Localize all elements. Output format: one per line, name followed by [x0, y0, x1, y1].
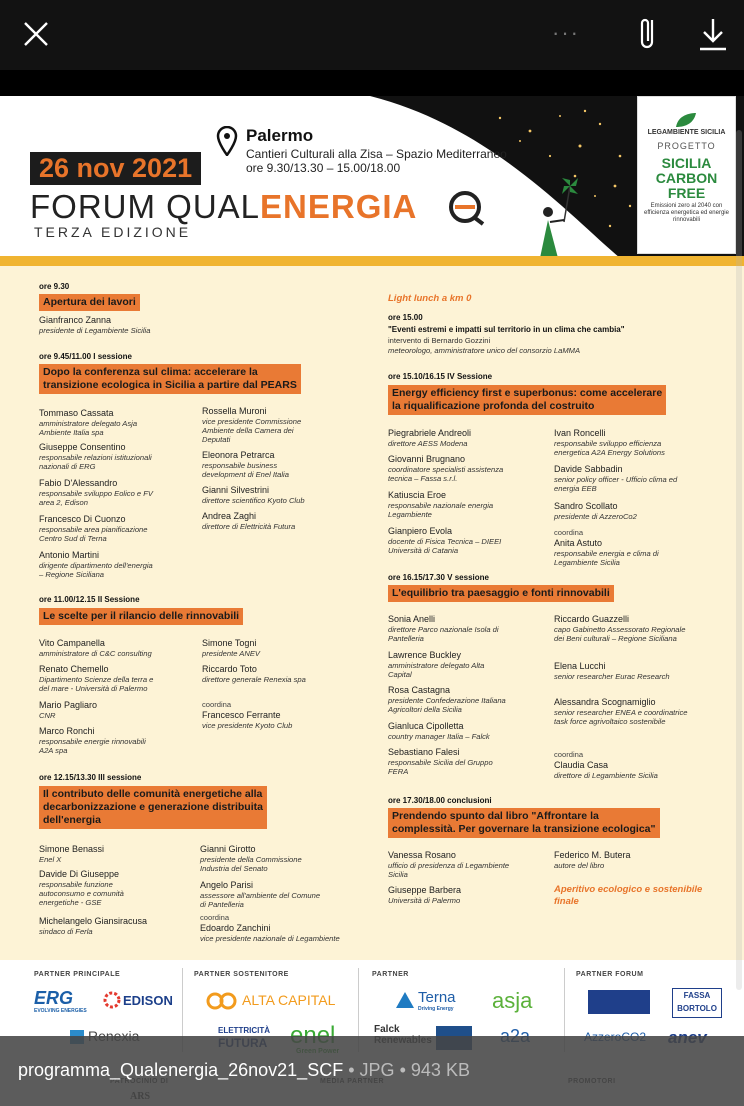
- speaker-role: assessore all'ambiente del Comune: [200, 891, 321, 900]
- speaker-name: Gianfranco Zanna: [39, 315, 112, 325]
- speaker-role: responsabile area pianificazione: [39, 525, 148, 534]
- speaker-role: senior researcher ENEA e coordinatrice: [554, 708, 688, 717]
- speaker-name: Sonia Anelli: [388, 614, 436, 624]
- speaker-role: presidente ANEV: [202, 649, 260, 658]
- alta-capital-mark-icon: [206, 992, 238, 1010]
- speaker-name: Giuseppe Barbera: [388, 885, 462, 895]
- time-conclusions: ore 17.30/18.00 conclusioni: [388, 796, 492, 805]
- viewer-toolbar: [0, 0, 744, 70]
- speaker-role: coordinatore specialisti assistenza: [388, 465, 504, 474]
- speaker-name: Sebastiano Falesi: [388, 747, 460, 757]
- time-session-5: ore 16.15/17.30 V sessione: [388, 573, 489, 582]
- speaker-name: Piegrabriele Andreoli: [388, 428, 472, 438]
- speaker-role: di Pantelleria: [200, 900, 244, 909]
- file-name: programma_Qualenergia_26nov21_SCF: [18, 1060, 344, 1080]
- legambiente-badge: [637, 96, 736, 254]
- coordinator-label: coordina: [554, 750, 584, 759]
- coordinator-role: responsabile energia e clima di: [554, 549, 659, 558]
- event-city: Palermo: [246, 126, 314, 145]
- speaker-role: docente di Fisica Tecnica – DIEEI: [388, 537, 502, 546]
- event-date: 26 nov 2021: [30, 152, 201, 185]
- time-session-3: ore 12.15/13.30 III sessione: [39, 773, 142, 782]
- speaker-role: area 2, Edison: [39, 498, 88, 507]
- speaker-name: Antonio Martini: [39, 550, 100, 560]
- aperitivo-line-2: finale: [554, 896, 579, 907]
- qualenergia-e-logo-icon: [446, 188, 488, 226]
- speaker-role: responsabile sviluppo efficienza: [554, 439, 662, 448]
- session-title-4-line-2: la riqualificazione profonda del costruito: [392, 400, 595, 412]
- speaker-name: Davide Sabbadin: [554, 464, 623, 474]
- partner-principale-heading: PARTNER PRINCIPALE: [34, 971, 121, 978]
- speaker-role: del mare - Università di Palermo: [39, 684, 148, 693]
- speaker-role: Industria del Senato: [200, 864, 268, 873]
- separator: •: [348, 1060, 355, 1080]
- conclusions-title-line-2: complessità. Per governare la transizione ecologica": [392, 823, 656, 835]
- talk-title: "Eventi estremi e impatti sul territorio in un clima che cambia": [388, 325, 625, 334]
- speaker-role: energetiche - GSE: [39, 898, 102, 907]
- speaker-role: amministratore delegato Asja: [39, 419, 138, 428]
- speaker-role: tecnica – Fassa s.r.l.: [388, 474, 458, 483]
- speaker-role: dei Beni culturali – Regione Siciliana: [554, 634, 677, 643]
- speaker-role: dirigente dipartimento dell'energia: [39, 561, 153, 570]
- coordinator-role: Legambiente Sicilia: [554, 558, 620, 567]
- erg-tagline: EVOLVING ENERGIES: [34, 1008, 87, 1014]
- speaker-name: Alessandra Scognamiglio: [554, 697, 656, 707]
- speaker-role: amministratore di C&C consulting: [39, 649, 152, 658]
- partner-sostenitore-heading: PARTNER SOSTENITORE: [194, 971, 289, 978]
- speaker-role: autore del libro: [554, 861, 605, 870]
- speaker-role: direttore Parco nazionale Isola di: [388, 625, 499, 634]
- speaker-role: sindaco di Ferla: [39, 927, 93, 936]
- speaker-role: direttore scientifico Kyoto Club: [202, 496, 305, 505]
- erg-logo: ERG: [34, 988, 74, 1008]
- separator: •: [399, 1060, 406, 1080]
- session-title-4-line-1: Energy efficiency first e superbonus: come accelerare: [392, 387, 663, 399]
- speaker-name: Riccardo Guazzelli: [554, 614, 630, 624]
- speaker-role: Sicilia: [388, 870, 408, 879]
- speaker-name: Gianpiero Evola: [388, 526, 453, 536]
- time-opening: ore 9.30: [39, 282, 70, 291]
- speaker-name: Tommaso Cassata: [39, 408, 114, 418]
- session-title-3-line-1: Il contributo delle comunità energetiche alla: [43, 788, 263, 800]
- scf-line-1: SICILIA: [661, 155, 712, 171]
- coordinator-name: Claudia Casa: [554, 760, 609, 770]
- speaker-name: Andrea Zaghi: [202, 511, 257, 521]
- speaker-name: Katiuscia Eroe: [388, 490, 447, 500]
- speaker-role: FERA: [388, 767, 409, 776]
- speaker-role: nazionali di ERG: [39, 462, 96, 471]
- speaker-name: Renato Chemello: [39, 664, 109, 674]
- speaker-role: responsabile sviluppo Eolico e FV: [39, 489, 153, 498]
- speaker-name: Vanessa Rosano: [388, 850, 456, 860]
- session-title-4: [388, 385, 666, 415]
- speaker-role: CNR: [39, 711, 56, 720]
- speaker-role: Legambiente: [388, 510, 432, 519]
- speaker-role: responsabile energie rinnovabili: [39, 737, 146, 746]
- speaker-name: Eleonora Petrarca: [202, 450, 275, 460]
- speaker-role: presidente di Legambiente Sicilia: [39, 326, 151, 335]
- coordinator-role: vice presidente Kyoto Club: [202, 721, 293, 730]
- speaker-role: presidente della Commissione: [200, 855, 302, 864]
- speaker-name: Simone Togni: [202, 638, 257, 648]
- time-session-4: ore 15.10/16.15 IV Sessione: [388, 372, 493, 381]
- speaker-name: Rossella Muroni: [202, 406, 267, 416]
- speaker-name: Simone Benassi: [39, 844, 105, 854]
- speaker-name: Federico M. Butera: [554, 850, 631, 860]
- coordinator-name: Edoardo Zanchini: [200, 923, 271, 933]
- speaker-role: Università di Catania: [388, 546, 459, 555]
- falck-renewables-logo: Falck: [374, 1024, 400, 1035]
- speaker-role: responsabile relazioni istituzionali: [39, 453, 152, 462]
- speaker-role: – Regione Siciliana: [39, 570, 105, 579]
- coordinator-label: coordina: [200, 913, 230, 922]
- conclusions-title-line-1: Prendendo spunto dal libro "Affrontare la: [392, 810, 599, 822]
- speaker-role: capo Gabinetto Assessorato Regionale: [554, 625, 686, 634]
- event-hours: ore 9.30/13.30 – 15.00/18.00: [246, 161, 401, 175]
- speaker-role: Ambiente Italia spa: [39, 428, 104, 437]
- speaker-role: ufficio di presidenza di Legambiente: [388, 861, 510, 870]
- session-title-1-line-1: Dopo la conferenza sul clima: accelerare la: [43, 366, 258, 378]
- speaker-role: A2A spa: [39, 746, 68, 755]
- poster-image: [0, 96, 744, 1106]
- progetto-label: PROGETTO: [657, 141, 716, 151]
- scf-tagline: Emissioni zero al 2040 con efficienza energetica ed energie rinnovabili: [644, 203, 729, 223]
- speaker-role: presidente di AzzeroCo2: [554, 512, 637, 521]
- scrollbar[interactable]: [736, 130, 742, 990]
- coordinator-name: Anita Astuto: [554, 538, 603, 548]
- speaker-role: amministratore delegato Alta: [388, 661, 485, 670]
- speaker-role: Enel X: [39, 855, 62, 864]
- download-icon[interactable]: [696, 16, 730, 54]
- speaker-name: Angelo Parisi: [200, 880, 254, 890]
- session-title-1-line-2: transizione ecologica in Sicilia a partire dal PEARS: [43, 379, 297, 391]
- legambiente-partner-logo: [588, 990, 650, 1014]
- file-size: 943 KB: [410, 1060, 470, 1080]
- file-type: JPG: [359, 1060, 395, 1080]
- speaker-role: Agricoltori della Sicilia: [388, 705, 462, 714]
- speaker-name: Gianni Girotto: [200, 844, 256, 854]
- speaker-role: senior researcher Eurac Research: [554, 672, 670, 681]
- terna-logo: Terna: [418, 989, 456, 1006]
- title-part-a: FORUM QUAL: [30, 188, 261, 225]
- coordinator-label: coordina: [202, 700, 232, 709]
- edition-label: TERZA EDIZIONE: [34, 224, 192, 240]
- speaker-name: Davide Di Giuseppe: [39, 869, 120, 879]
- speaker-name: Fabio D'Alessandro: [39, 478, 118, 488]
- elettricita-futura-logo-line-1: ELETTRICITÀ: [218, 1026, 270, 1035]
- legambiente-label: LEGAMBIENTE SICILIA: [647, 129, 726, 136]
- speaker-name: Marco Ronchi: [39, 726, 95, 736]
- speaker-name: Ivan Roncelli: [554, 428, 606, 438]
- terna-tagline: Driving Energy: [418, 1006, 454, 1012]
- coordinator-role: direttore di Legambiente Sicilia: [554, 771, 658, 780]
- legambiente-leaf-icon: [674, 111, 698, 129]
- speaker-role: Dipartimento Scienze della terra e: [39, 675, 154, 684]
- terna-mark-icon: [394, 990, 416, 1010]
- session-title-3: [39, 786, 267, 829]
- session-title-2: Le scelte per il rilancio delle rinnovabili: [39, 608, 243, 625]
- aperitivo-line-1: Aperitivo ecologico e sostenibile: [554, 884, 703, 895]
- speaker-role: energetica A2A Energy Solutions: [554, 448, 665, 457]
- fassa-bortolo-logo: FASSA BORTOLO: [672, 988, 722, 1018]
- partner-heading: PARTNER: [372, 971, 409, 978]
- speaker-role: energia EEB: [554, 484, 597, 493]
- session-title-opening: Apertura dei lavori: [39, 294, 140, 311]
- speaker-role: country manager Italia – Falck: [388, 732, 490, 741]
- speaker-name: Gianluca Cipolletta: [388, 721, 464, 731]
- speaker-name: Elena Lucchi: [554, 661, 606, 671]
- speaker-role: task force agrivoltaico sostenibile: [554, 717, 666, 726]
- speaker-role: Università di Palermo: [388, 896, 461, 905]
- light-lunch-label: Light lunch a km 0: [388, 293, 472, 304]
- speaker-name: Rosa Castagna: [388, 685, 451, 695]
- speaker-name: Michelangelo Giansiracusa: [39, 916, 148, 926]
- speaker-name: Lawrence Buckley: [388, 650, 462, 660]
- speaker-name: Francesco Di Cuonzo: [39, 514, 126, 524]
- speaker-role: direttore AESS Modena: [388, 439, 468, 448]
- talk-speaker: intervento di Bernardo Gozzini: [388, 336, 491, 345]
- speaker-role: development di Enel Italia: [202, 470, 289, 479]
- speaker-role: Deputati: [202, 435, 231, 444]
- edison-logo: EDISON: [123, 993, 173, 1008]
- speaker-role: direttore di Elettricità Futura: [202, 522, 296, 531]
- speaker-role: Centro Sud di Terna: [39, 534, 107, 543]
- edison-flame-icon: [103, 991, 121, 1009]
- coordinator-name: Francesco Ferrante: [202, 710, 281, 720]
- speaker-role: Pantelleria: [388, 634, 424, 643]
- title-part-b: ENERGIA: [260, 188, 418, 225]
- session-title-5: L'equilibrio tra paesaggio e fonti rinnovabili: [388, 585, 614, 602]
- speaker-name: Giuseppe Consentino: [39, 442, 126, 452]
- session-title-3-line-2: decarbonizzazione e generazione distribuita: [43, 801, 263, 813]
- speaker-role: responsabile business: [202, 461, 278, 470]
- speaker-name: Vito Campanella: [39, 638, 105, 648]
- speaker-name: Giovanni Brugnano: [388, 454, 466, 464]
- speaker-name: Riccardo Toto: [202, 664, 257, 674]
- coordinator-role: vice presidente nazionale di Legambiente: [200, 934, 340, 943]
- asja-logo: asja: [492, 988, 533, 1013]
- forum-title: [30, 188, 417, 226]
- file-info: [18, 1060, 470, 1081]
- time-session-2: ore 11.00/12.15 II Sessione: [39, 595, 140, 604]
- session-title-conclusions: [388, 808, 660, 838]
- speaker-role: senior policy officer - Ufficio clima ed: [554, 475, 678, 484]
- alta-capital-logo: ALTA CAPITAL: [242, 992, 336, 1008]
- speaker-role: direttore generale Renexia spa: [202, 675, 306, 684]
- speaker-role: Ambiente della Camera dei: [202, 426, 294, 435]
- speaker-role: presidente Confederazione Italiana: [388, 696, 506, 705]
- speaker-role: autoconsumo e comunità: [39, 889, 124, 898]
- session-title-1: [39, 364, 301, 394]
- speaker-role: responsabile Sicilia del Gruppo: [388, 758, 493, 767]
- scf-line-3: FREE: [667, 185, 706, 201]
- session-title-3-line-3: dell'energia: [43, 814, 101, 826]
- close-icon[interactable]: [20, 18, 52, 50]
- header-band: [0, 256, 744, 266]
- attachment-icon[interactable]: [632, 14, 664, 54]
- speaker-role: vice presidente Commissione: [202, 417, 302, 426]
- coordinator-label: coordina: [554, 528, 584, 537]
- partner-forum-heading: PARTNER FORUM: [576, 971, 644, 978]
- time-talk: ore 15.00: [388, 313, 423, 322]
- talk-speaker-role: meteorologo, amministratore unico del consorzio LaMMA: [388, 346, 581, 355]
- speaker-name: Sandro Scollato: [554, 501, 618, 511]
- event-venue: Cantieri Culturali alla Zisa – Spazio Mediterraneo: [246, 147, 507, 161]
- speaker-role: responsabile nazionale energia: [388, 501, 494, 510]
- poster-header: [0, 96, 744, 258]
- scf-line-2: CARBON: [655, 170, 718, 186]
- time-session-1: ore 9.45/11.00 I sessione: [39, 352, 132, 361]
- speaker-name: Mario Pagliaro: [39, 700, 98, 710]
- more-icon[interactable]: ···: [552, 20, 580, 45]
- location-pin-icon: [216, 126, 238, 156]
- speaker-name: Gianni Silvestrini: [202, 485, 270, 495]
- speaker-role: Capital: [388, 670, 412, 679]
- speaker-role: responsabile funzione: [39, 880, 113, 889]
- girl-with-pinwheel-illustration: [520, 172, 604, 264]
